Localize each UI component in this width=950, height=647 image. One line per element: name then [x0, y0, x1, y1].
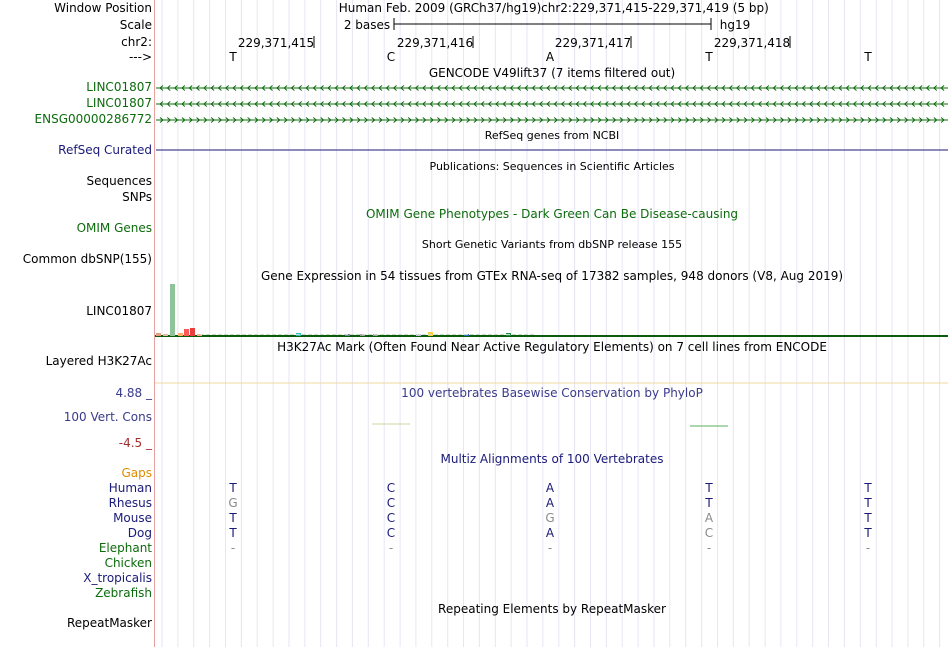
gtex-bar	[296, 334, 300, 335]
gtex-bar	[380, 334, 384, 335]
alignment-base: T	[705, 481, 713, 495]
scale-text: 2 bases	[343, 18, 391, 32]
gtex-bar	[332, 334, 336, 335]
gtex-bar	[320, 334, 324, 335]
species-label[interactable]: Elephant	[98, 541, 152, 555]
gtex-title: Gene Expression in 54 tissues from GTEx RNA-seq of 17382 samples, 948 donors (V8, Aug 2019)	[260, 269, 844, 283]
alignment-base: T	[229, 526, 237, 540]
db-name: hg19	[719, 18, 751, 32]
gtex-bar	[284, 334, 288, 335]
gtex-bar	[434, 334, 438, 335]
species-label[interactable]: Dog	[127, 526, 152, 540]
ref-base: T	[705, 50, 713, 64]
h3k27ac-label[interactable]: Layered H3K27Ac	[45, 354, 152, 368]
gtex-bar	[530, 334, 534, 335]
label-separator	[154, 0, 155, 647]
gtex-bar	[512, 334, 516, 335]
dbsnp-label[interactable]: Common dbSNP(155)	[22, 252, 152, 266]
alignment-base: C	[386, 496, 396, 510]
gtex-bar	[398, 334, 402, 335]
gtex-bar	[178, 333, 183, 336]
gtex-bar	[156, 333, 161, 336]
gtex-bar	[206, 334, 210, 335]
ref-base: T	[229, 50, 237, 64]
gtex-bar	[314, 334, 318, 335]
phylop-min: -4.5 _	[118, 436, 152, 450]
gtex-bar	[254, 334, 258, 335]
coord-label: 229,371,416	[396, 36, 474, 50]
species-label[interactable]: Zebrafish	[95, 586, 152, 600]
phylop-max: 4.88 _	[115, 386, 152, 400]
gtex-bar	[416, 334, 420, 335]
coord-label: 229,371,418	[713, 36, 791, 50]
gtex-bar	[266, 334, 270, 335]
phylop-title: 100 vertebrates Basewise Conservation by PhyloP	[401, 386, 703, 400]
gtex-bar	[392, 334, 396, 335]
gtex-bar	[326, 334, 330, 335]
alignment-base: -	[230, 541, 236, 555]
gtex-bar	[524, 334, 528, 335]
alignment-base: T	[864, 511, 872, 525]
gtex-bar	[163, 334, 168, 336]
alignment-base: C	[386, 481, 396, 495]
publications-label[interactable]: SNPs	[122, 190, 152, 204]
scale-label: Scale	[119, 18, 152, 32]
gtex-bar	[506, 334, 510, 335]
position-readout: chr2:229,371,415-229,371,419 (5 bp)	[541, 1, 769, 15]
alignment-base: T	[864, 481, 872, 495]
refseq-title: RefSeq genes from NCBI	[484, 129, 620, 142]
species-label[interactable]: Chicken	[104, 556, 152, 570]
species-label[interactable]: Human	[108, 481, 152, 495]
gencode-item-label[interactable]: LINC01807	[86, 80, 152, 94]
gtex-bar	[272, 334, 276, 335]
gtex-label[interactable]: LINC01807	[86, 304, 152, 318]
gtex-bar	[184, 329, 189, 336]
gtex-bar	[242, 334, 246, 335]
gtex-bar	[362, 334, 366, 335]
gtex-bar	[368, 334, 372, 335]
gtex-bar	[350, 334, 354, 335]
gtex-bar	[488, 334, 492, 335]
phylop-label[interactable]: 100 Vert. Cons	[63, 410, 152, 424]
gtex-bar	[410, 334, 414, 335]
gtex-bar	[458, 334, 462, 335]
alignment-base: C	[386, 526, 396, 540]
alignment-base: -	[547, 541, 553, 555]
publications-title: Publications: Sequences in Scientific Articles	[429, 160, 675, 173]
gtex-bar	[218, 334, 222, 335]
alignment-base: A	[545, 481, 555, 495]
gtex-bar	[422, 334, 426, 335]
species-label[interactable]: Mouse	[113, 511, 152, 525]
gtex-bar	[386, 334, 390, 335]
species-label[interactable]: X_tropicalis	[83, 571, 152, 585]
gtex-bar	[404, 334, 408, 335]
alignment-base: -	[706, 541, 712, 555]
gtex-bar	[248, 334, 252, 335]
gtex-bar	[476, 334, 480, 335]
alignment-base: T	[864, 526, 872, 540]
gtex-bar	[446, 334, 450, 335]
coord-label: 229,371,417	[554, 36, 632, 50]
gtex-bar	[440, 334, 444, 335]
gtex-bar	[170, 284, 175, 336]
gtex-bar	[308, 334, 312, 335]
gtex-bar	[290, 334, 294, 335]
gtex-bar	[428, 334, 432, 335]
alignment-base: A	[545, 496, 555, 510]
window-position-label: Window Position	[54, 1, 152, 15]
gtex-bar	[224, 334, 228, 335]
gencode-title: GENCODE V49lift37 (7 items filtered out)	[428, 66, 676, 80]
ref-base: T	[864, 50, 872, 64]
gtex-bar	[236, 334, 240, 335]
gencode-item-label[interactable]: ENSG00000286772	[34, 112, 152, 126]
omim-title: OMIM Gene Phenotypes - Dark Green Can Be Disease-causing	[365, 207, 739, 221]
alignment-base: -	[865, 541, 871, 555]
multiz-title: Multiz Alignments of 100 Vertebrates	[440, 452, 664, 466]
h3k27ac-title: H3K27Ac Mark (Often Found Near Active Regulatory Elements) on 7 cell lines from ENCODE	[277, 340, 827, 354]
gtex-bar	[494, 334, 498, 335]
alignment-base: T	[864, 496, 872, 510]
gtex-bar	[278, 334, 282, 335]
dbsnp-title: Short Genetic Variants from dbSNP release 155	[421, 238, 683, 251]
species-label[interactable]: Rhesus	[108, 496, 152, 510]
gaps-label[interactable]: Gaps	[121, 466, 152, 480]
gtex-bar	[200, 334, 204, 335]
alignment-base: C	[386, 511, 396, 525]
refseq-label[interactable]: RefSeq Curated	[58, 143, 152, 157]
repeatmasker-title: Repeating Elements by RepeatMasker	[438, 602, 666, 616]
gtex-bar	[356, 334, 360, 335]
alignment-base: G	[545, 511, 555, 525]
gtex-bar	[500, 334, 504, 335]
gtex-bar	[344, 334, 348, 335]
ref-base: C	[386, 50, 396, 64]
ref-base: A	[545, 50, 555, 64]
coord-label: 229,371,415	[237, 36, 315, 50]
alignment-base: C	[704, 526, 714, 540]
alignment-base: G	[228, 496, 238, 510]
gtex-bar	[518, 334, 522, 335]
gtex-bar	[190, 328, 195, 336]
gtex-bar	[212, 334, 216, 335]
strand-label: --->	[128, 50, 152, 64]
omim-label[interactable]: OMIM Genes	[76, 221, 152, 235]
gtex-bar	[464, 334, 468, 335]
gencode-item-label[interactable]: LINC01807	[86, 96, 152, 110]
gtex-bar	[260, 334, 264, 335]
alignment-base: -	[388, 541, 394, 555]
gtex-bar	[470, 334, 474, 335]
gtex-bar	[230, 334, 234, 335]
chrom-label: chr2:	[121, 35, 152, 49]
alignment-base: T	[705, 496, 713, 510]
alignment-base: T	[229, 511, 237, 525]
alignment-base: A	[545, 526, 555, 540]
alignment-base: T	[229, 481, 237, 495]
gtex-bar	[374, 334, 378, 335]
gtex-bar	[302, 334, 306, 335]
gtex-bar	[482, 334, 486, 335]
assembly-title: Human Feb. 2009 (GRCh37/hg19)	[338, 1, 542, 15]
alignment-base: A	[704, 511, 714, 525]
gtex-bar	[338, 334, 342, 335]
publications-label[interactable]: Sequences	[86, 174, 152, 188]
repeatmasker-label[interactable]: RepeatMasker	[66, 616, 152, 630]
gtex-bar	[452, 334, 456, 335]
